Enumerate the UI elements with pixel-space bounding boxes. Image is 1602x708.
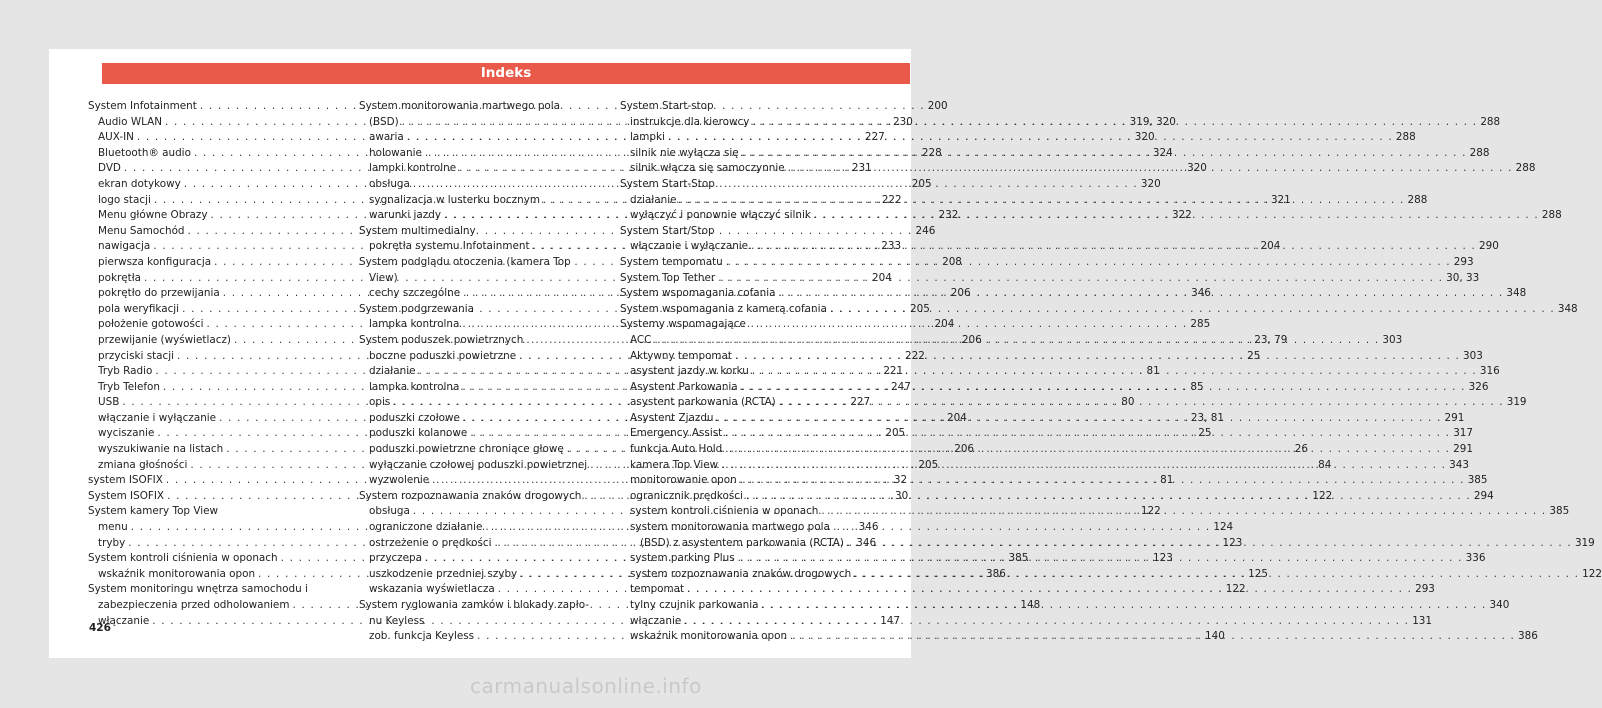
index-entry <box>359 99 611 115</box>
index-entry-text: Aktywny tempomat <box>630 349 732 362</box>
index-entry-page: 348 <box>1506 287 1527 300</box>
index-entry-text: poduszki kolanowe <box>369 427 468 440</box>
index-entry-text: wyszukiwanie na listach <box>98 443 224 456</box>
index-entry <box>88 504 340 520</box>
index-entry-text: kamera Top View <box>630 458 719 471</box>
dot-leader <box>762 598 1487 614</box>
dot-leader <box>821 504 1546 520</box>
index-entry-text: działanie <box>630 193 677 206</box>
dot-leader <box>726 255 1451 271</box>
index-entry-page: 291 <box>1453 443 1474 456</box>
index-entry-text: wyłączanie czołowej poduszki powietrznej <box>369 458 588 471</box>
index-entry-text: System tempomatu <box>620 255 723 268</box>
dot-leader <box>680 193 1405 209</box>
index-entry-page: 288 <box>1541 209 1562 222</box>
index-entry-page: 23, 79 <box>1254 333 1288 346</box>
index-entry-page: 230 <box>893 115 913 128</box>
dot-leader <box>721 458 1446 474</box>
dot-leader <box>654 333 1379 349</box>
dot-leader <box>741 380 1466 396</box>
index-entry-text: wyzwolenie <box>369 474 430 487</box>
index-entry-text: system rozpoznawania znaków drogowych <box>630 567 852 580</box>
index-entry-text: funkcja Auto Hold <box>630 443 723 456</box>
index-entry-text: sygnalizacja w lusterku bocznym <box>369 193 540 206</box>
index-entry-text: wskaźnik monitorowania opon <box>98 567 256 580</box>
index-entry-page: 348 <box>1557 302 1578 315</box>
index-entry-page: 85 <box>1190 380 1204 393</box>
index-entry-page: 206 <box>950 287 971 300</box>
index-entry-page: 288 <box>1395 131 1416 144</box>
index-entry-page: 247 <box>890 380 911 393</box>
index-entry-page: 206 <box>954 443 975 456</box>
index-entry-text: ogranicznik prędkości <box>630 489 743 502</box>
index-entry <box>620 317 872 333</box>
index-entry-page: 290 <box>1479 240 1499 253</box>
index-entry-text: pokrętła systemu Infotainment <box>369 240 530 253</box>
index-entry-page: 205 <box>910 302 930 315</box>
index-entry-page: 233 <box>881 240 902 253</box>
index-entry-text: System Start-stop <box>620 100 714 112</box>
index-entry <box>620 177 872 193</box>
index-entry-text: włączanie <box>98 614 150 627</box>
index-entry-text: warunki jazdy <box>369 209 441 222</box>
index-entry-page: 206 <box>961 333 982 346</box>
index-entry-page: 122 <box>1225 583 1246 596</box>
index-entry-page: 228 <box>921 146 942 159</box>
index-entry-text: (BSD) z asystentem parkowania (RCTA) <box>640 536 844 549</box>
index-entry-page: 122 <box>1140 505 1161 518</box>
dot-leader <box>751 239 1476 255</box>
index-entry-text: włączanie i wyłączanie <box>98 411 217 424</box>
index-entry-page: 81 <box>1146 365 1160 378</box>
index-entry <box>359 224 611 240</box>
index-entry-page: 140 <box>1205 630 1225 643</box>
index-entry-page: 288 <box>1469 146 1490 159</box>
index-entry-text: cechy szczególne <box>369 287 461 300</box>
index-entry-text: silnik nie wyłącza się <box>630 146 739 159</box>
index-entry-page: 346 <box>1191 287 1211 300</box>
dot-leader <box>735 349 1460 365</box>
dot-leader <box>684 614 1409 630</box>
index-entry-page: 205 <box>918 458 939 471</box>
index-entry <box>359 614 611 630</box>
index-entry-page: 122 <box>1582 567 1602 580</box>
index-entry-text: system parking Plus <box>630 552 735 565</box>
index-entry <box>359 302 611 318</box>
index-entry-text: nu Keyless <box>369 614 425 627</box>
index-entry-page: 123 <box>1222 536 1243 549</box>
dot-leader <box>740 473 1465 489</box>
index-entry-text: wskazania wyświetlacza <box>369 583 495 596</box>
index-entry-text: lampka kontrolna <box>369 318 460 331</box>
index-entry-page: 326 <box>1468 380 1489 393</box>
index-entry-page: 80 <box>1121 396 1135 409</box>
index-entry-text: System wspomagania cofania <box>620 287 776 300</box>
index-entry <box>359 598 611 614</box>
index-entry-text: System poduszek powietrznych <box>359 333 524 346</box>
dot-leader <box>779 395 1504 411</box>
dot-leader <box>668 130 1393 146</box>
index-entry-page: 385 <box>1549 505 1570 518</box>
index-entry-text: System Start-Stop <box>620 177 715 190</box>
index-entry-text: opis <box>369 396 391 409</box>
index-entry-text: poduszki czołowe <box>369 411 460 424</box>
index-entry-page: 205 <box>911 177 932 190</box>
index-entry-page: 204 <box>934 318 955 331</box>
dot-leader <box>717 411 1442 427</box>
index-entry-page: 294 <box>1473 489 1494 502</box>
index-entry-text: System monitorowania martwego pola <box>359 100 561 112</box>
index-entry-page: 303 <box>1382 333 1403 346</box>
index-entry-page: 232 <box>938 209 959 222</box>
index-entry-page: 320 <box>1140 177 1161 190</box>
dot-leader <box>788 161 1513 177</box>
index-entry-text: ekran dotykowy <box>98 177 181 190</box>
index-entry-text: System kamery Top View <box>88 505 218 518</box>
index-entry-page: 321 <box>1270 193 1291 206</box>
index-entry-page: 324 <box>1152 146 1173 159</box>
index-entry-page: 346 <box>858 521 879 534</box>
index-entry-page: 288 <box>1515 162 1536 175</box>
index-entry-page: 26 <box>1294 443 1308 456</box>
index-entry-text: System Top Tether <box>620 271 716 284</box>
index-entry-page: 204 <box>1260 240 1281 253</box>
index-entry-text: system monitorowania martwego pola <box>630 521 830 534</box>
dot-leader <box>752 364 1477 380</box>
dot-leader <box>742 146 1467 162</box>
index-entry-text: Bluetooth® audio <box>98 146 191 159</box>
index-entry <box>620 99 872 115</box>
index-entry-page: 385 <box>1008 552 1029 565</box>
index-entry-text: holowanie <box>369 146 422 159</box>
index-entry-page: 204 <box>947 411 967 424</box>
index-entry-page: 148 <box>1020 599 1041 611</box>
index-entry-page: 320 <box>1134 131 1155 144</box>
index-entry-text: wskaźnik monitorowania opon <box>630 630 788 643</box>
index-entry-text: Menu główne Obrazy <box>98 209 208 222</box>
index-entry-text: USB <box>98 396 120 409</box>
dot-leader <box>854 567 1579 583</box>
index-entry-page: 293 <box>1415 583 1435 596</box>
index-entry-page: 25 <box>1247 349 1261 362</box>
index-entry-text: System multimedialny <box>359 224 476 237</box>
index-entry-page: 227 <box>850 396 871 409</box>
dot-leader <box>738 551 1463 567</box>
index-entry-text: wyciszanie <box>98 427 155 440</box>
index-entry-page: 123 <box>1152 552 1173 565</box>
index-entry-text: położenie gotowości <box>98 318 204 331</box>
index-entry-text: Tryb Radio <box>98 365 153 378</box>
index-entry-text: awaria <box>369 131 404 144</box>
index-entry-text: Tryb Telefon <box>98 380 160 393</box>
index-entry-page: 320 <box>1187 162 1207 175</box>
index-entry <box>620 224 872 240</box>
dot-leader <box>746 489 1471 505</box>
index-entry-text: pokrętła <box>98 271 142 284</box>
index-entry-page: 200 <box>927 100 948 112</box>
index-entry-text: DVD <box>98 162 121 175</box>
index-entry-text: System Start/Stop <box>620 224 715 237</box>
index-entry-page: 30 <box>895 489 909 502</box>
dot-leader <box>814 208 1539 224</box>
index-entry-text: ACC <box>630 333 652 346</box>
index-entry-text: przyciski stacji <box>98 349 175 362</box>
index-entry-text: pierwsza konfiguracja <box>98 255 212 268</box>
index-entry-text: Asystent Parkowania <box>630 380 738 393</box>
index-entry-page: 317 <box>1453 427 1474 440</box>
index-entry-text: System podgrzewania <box>359 302 475 315</box>
index-entry-text: tempomat <box>630 583 685 596</box>
index-entry-text: boczne poduszki powietrzne <box>369 349 517 362</box>
index-entry-text: włączanie i wyłączanie <box>630 240 749 253</box>
index-entry-page: 288 <box>1407 193 1428 206</box>
index-entry-text: asystent jazdy w korku <box>630 365 749 378</box>
index-entry-page: 204 <box>872 271 892 284</box>
index-entry-page: 222 <box>905 349 925 362</box>
index-entry-text: asystent parkowania (RCTA) <box>630 396 776 409</box>
index-entry-text: System ISOFIX <box>88 489 165 502</box>
index-entry-page: 122 <box>1312 489 1333 502</box>
watermark: carmanualsonline.info <box>470 674 702 698</box>
index-entry-text: obsługa <box>369 505 410 518</box>
index-entry <box>88 582 340 598</box>
index-entry-text: View) <box>369 271 398 284</box>
index-entry-text: poduszki powietrzne chroniące głowę <box>369 443 564 456</box>
index-entry-page: 221 <box>883 365 904 378</box>
index-entry-text: ograniczone działanie <box>369 521 483 534</box>
index-entry-text: zabezpieczenia przed odholowaniem <box>98 599 290 611</box>
index-entry-text: lampka kontrolna <box>369 380 460 393</box>
dot-leader <box>830 302 1555 318</box>
dot-leader <box>718 271 1443 287</box>
page-number: 426 <box>89 622 111 634</box>
index-entry-page: 291 <box>1444 411 1465 424</box>
index-entry-text: wyłączyć i ponownie włączyć silnik <box>630 209 811 222</box>
index-entry-text: przyczepa <box>369 552 422 565</box>
dot-leader <box>725 426 1450 442</box>
index-entry-text: Systemy wspomagające <box>620 318 746 331</box>
index-entry-page: 30, 33 <box>1446 271 1480 284</box>
index-entry-page: 147 <box>880 614 901 627</box>
index-entry-text: instrukcje dla kierowcy <box>630 115 750 128</box>
dot-leader <box>778 286 1503 302</box>
dot-leader <box>752 115 1477 131</box>
index-entry <box>359 271 611 287</box>
index-entry-text: tylny czujnik parkowania <box>630 599 759 611</box>
index-entry-text: system ISOFIX <box>88 474 163 487</box>
index-entry-text: System podglądu otoczenia (kamera Top <box>359 255 571 268</box>
index-entry-page: 222 <box>881 193 902 206</box>
index-entry-page: 205 <box>885 427 906 440</box>
index-entry-text: Asystent Zjazdu <box>630 411 714 424</box>
dot-leader <box>790 629 1515 645</box>
index-entry-page: 131 <box>1412 614 1433 627</box>
index-entry-text: menu <box>98 521 128 534</box>
index-entry-text: uszkodzenie przedniej szyby <box>369 567 518 580</box>
index-entry-text: Menu Samochód <box>98 224 185 237</box>
dot-leader <box>687 582 1412 598</box>
index-entry-page: 231 <box>851 162 872 175</box>
index-entry-text: nawigacja <box>98 240 151 253</box>
index-entry-text: silnik włącza się samoczynnie <box>630 162 785 175</box>
index-entry-page: 32 <box>893 474 908 487</box>
index-entry-text: AUX-IN <box>98 131 134 144</box>
index-entry-text: zob. funkcja Keyless <box>369 630 475 643</box>
index-entry-text: ostrzeżenie o prędkości <box>369 536 492 549</box>
index-entry-page: 125 <box>1248 567 1269 580</box>
index-entry-text: logo stacji <box>98 193 151 206</box>
index-entry <box>359 255 611 271</box>
index-entry-text: włączanie <box>630 614 682 627</box>
index-entry-page: 319 <box>1506 396 1527 409</box>
index-entry-text: (BSD) <box>369 115 399 128</box>
index-entry-page: 208 <box>942 255 962 268</box>
index-entry-text: system kontroli ciśnienia w oponach <box>630 505 819 518</box>
index-entry-text: przewijanie (wyświetlacz) <box>98 333 231 346</box>
index-entry-page: 319, 320 <box>1129 115 1176 128</box>
index-entry-page: 303 <box>1462 349 1483 362</box>
index-header: Indeks <box>102 63 910 84</box>
index-entry-page: 319 <box>1574 536 1595 549</box>
index-entry-page: 81 <box>1160 474 1174 487</box>
index-entry-page: 386 <box>986 567 1006 580</box>
dot-leader <box>847 536 1572 552</box>
index-entry-page: 124 <box>1213 521 1234 534</box>
index-entry-text: Audio WLAN <box>98 115 163 128</box>
index-entry-page: 385 <box>1467 474 1488 487</box>
index-entry-page: 84 <box>1318 458 1332 471</box>
index-entry-page: 288 <box>1480 115 1501 128</box>
index-entry-page: 386 <box>1518 630 1538 643</box>
index-entry-page: 23, 81 <box>1190 411 1224 424</box>
index-entry-text: lampki kontrolne <box>369 162 457 175</box>
index-entry <box>620 520 872 536</box>
index-entry-text: pola weryfikacji <box>98 302 180 315</box>
index-entry-page: 316 <box>1479 365 1500 378</box>
index-entry-text: zmiana głośności <box>98 458 188 471</box>
index-entry-text: obsługa <box>369 177 410 190</box>
index-entry-page: 340 <box>1489 599 1510 611</box>
index-entry-text: Emergency Assist <box>630 427 723 440</box>
index-entry-page: 227 <box>864 131 885 144</box>
index-entry-page: 343 <box>1449 458 1469 471</box>
index-entry-text: pokrętło do przewijania <box>98 287 220 300</box>
index-entry-page: 322 <box>1171 209 1192 222</box>
index-entry-text: lampki <box>630 131 665 144</box>
index-entry-text: System monitoringu wnętrza samochodu i <box>88 583 308 596</box>
index-entry-text: System wspomagania z kamerą cofania <box>620 302 827 315</box>
index-entry-page: 285 <box>1190 318 1211 331</box>
dot-leader <box>725 442 1450 458</box>
index-entry-page: 25 <box>1198 427 1212 440</box>
index-entry-page: 336 <box>1465 552 1486 565</box>
index-entry-page: 246 <box>915 224 936 237</box>
index-entry-text: System kontroli ciśnienia w oponach <box>88 552 278 565</box>
index-entry-text: działanie <box>369 365 416 378</box>
index-entry-text: tryby <box>98 536 126 549</box>
index-entry-text: System Infotainment <box>88 100 197 112</box>
index-entry-text: System rozpoznawania znaków drogowych <box>359 489 582 502</box>
index-entry-text: monitorowanie opon <box>630 474 737 487</box>
index-entry-page: 346 <box>856 536 877 549</box>
index-entry-text: System ryglowania zamków i blokady zapło- <box>359 599 590 611</box>
index-entry-page: 293 <box>1453 255 1474 268</box>
